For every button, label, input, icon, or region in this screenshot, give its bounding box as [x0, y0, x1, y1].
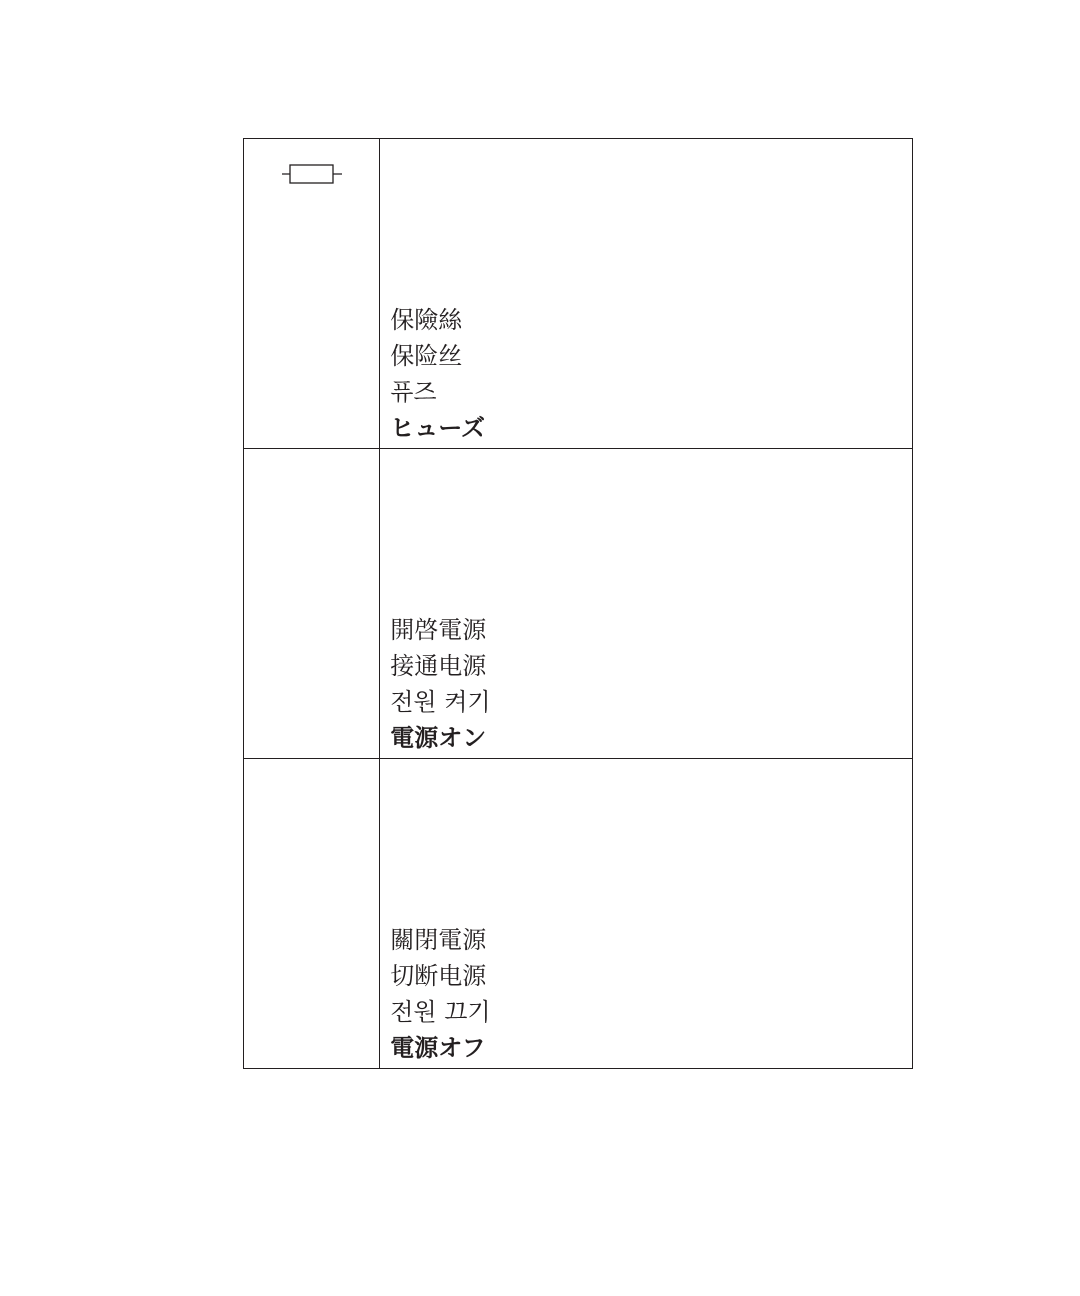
symbol-table	[243, 138, 913, 1069]
symbol-cell	[244, 139, 380, 449]
symbol-cell	[244, 449, 380, 759]
label-simplified-chinese: 切断电源	[390, 962, 487, 990]
label-traditional-chinese: 保險絲	[390, 306, 463, 334]
label-korean: 전원 끄기	[390, 998, 491, 1026]
symbol-cell	[244, 759, 380, 1069]
label-japanese: ヒューズ	[390, 414, 486, 442]
table-row-fuse	[244, 139, 913, 449]
label-japanese: 電源オン	[390, 724, 487, 752]
label-list	[390, 302, 485, 446]
label-traditional-chinese: 關閉電源	[390, 926, 487, 954]
label-cell	[380, 139, 913, 449]
label-list	[390, 612, 490, 756]
label-cell	[380, 449, 913, 759]
fuse-icon	[282, 162, 342, 186]
label-traditional-chinese: 開啓電源	[390, 616, 487, 644]
table-row-power-on	[244, 449, 913, 759]
label-simplified-chinese: 接通电源	[390, 652, 487, 680]
label-simplified-chinese: 保险丝	[390, 342, 463, 370]
label-cell	[380, 759, 913, 1069]
table-row-power-off	[244, 759, 913, 1069]
label-korean: 전원 켜기	[390, 688, 491, 716]
label-list	[390, 922, 490, 1066]
label-japanese: 電源オフ	[390, 1034, 486, 1062]
label-korean: 퓨즈	[390, 378, 437, 406]
